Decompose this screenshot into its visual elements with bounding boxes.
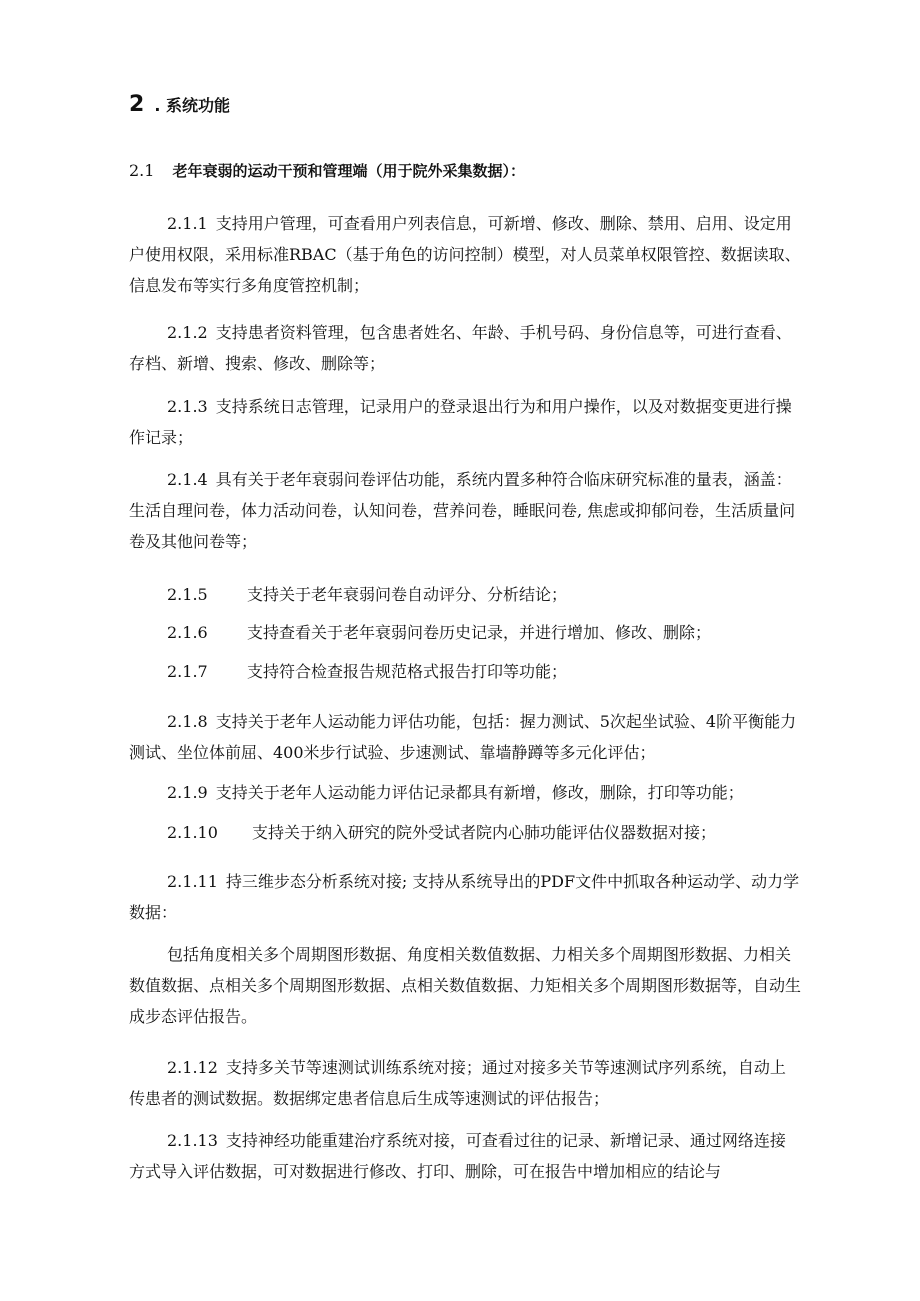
item-2-1-6: 2.1.6 支持查看关于老年衰弱问卷历史记录，并进行增加、修改、删除；	[167, 623, 712, 642]
section-heading	[129, 92, 230, 117]
item-2-1-11: 2.1.11 持三维步态分析系统对接; 支持从系统导出的PDF文件中抓取各种运动学、动力学数据：	[129, 872, 800, 922]
section-title: . 系统功能	[154, 96, 230, 115]
item-2-1-3: 2.1.3 支持系统日志管理，记录用户的登录退出行为和用户操作，以及对数据变更进行操作记录；	[129, 397, 792, 447]
item-2-1-8: 2.1.8 支持关于老年人运动能力评估功能，包括：握力测试、5次起坐试验、4阶平衡能力测试、坐位体前屈、400米步行试验、步速测试、靠墙静蹲等多元化评估；	[129, 712, 797, 762]
item-2-1-11-detail: 包括角度相关多个周期图形数据、角度相关数值数据、力相关多个周期图形数据、力相关数值数据、点相关多个周期图形数据、点相关数值数据、力矩相关多个周期图形数据等，自动生成步态评估报告。	[129, 945, 802, 1026]
item-2-1-7: 2.1.7 支持符合检查报告规范格式报告打印等功能；	[167, 662, 568, 681]
item-2-1-12: 2.1.12 支持多关节等速测试训练系统对接；通过对接多关节等速测试序列系统，自动上传患者的测试数据。数据绑定患者信息后生成等速测试的评估报告；	[129, 1058, 786, 1108]
item-2-1-5: 2.1.5 支持关于老年衰弱问卷自动评分、分析结论；	[167, 585, 568, 604]
section-number: 2	[129, 92, 145, 117]
item-2-1-2: 2.1.2 支持患者资料管理，包含患者姓名、年龄、手机号码、身份信息等，可进行查看、存档、新增、搜索、修改、删除等；	[129, 323, 792, 373]
item-2-1-4: 2.1.4 具有关于老年衰弱问卷评估功能，系统内置多种符合临床研究标准的量表，涵盖：生活自理问卷，体力活动问卷，认知问卷，营养问卷，睡眠问卷, 焦虑或抑郁问卷，生活质量问卷及其他问卷等；	[129, 470, 796, 551]
item-2-1-13: 2.1.13 支持神经功能重建治疗系统对接，可查看过往的记录、新增记录、通过网络连接方式导入评估数据，可对数据进行修改、打印、删除，可在报告中增加相应的结论与	[129, 1131, 786, 1181]
item-2-1-9: 2.1.9 支持关于老年人运动能力评估记录都具有新增，修改，删除，打印等功能；	[167, 783, 744, 802]
subsection-number: 2.1	[129, 161, 155, 180]
subsection-title: 老年衰弱的运动干预和管理端（用于院外采集数据）：	[172, 162, 525, 180]
item-2-1-1: 2.1.1 支持用户管理，可查看用户列表信息，可新增、修改、删除、禁用、启用、设定用户使用权限，采用标准RBAC（基于角色的访问控制）模型，对人员菜单权限管控、数据读取、信息发布等实行多角度管控机制；	[129, 214, 801, 295]
subsection-heading	[129, 160, 525, 181]
item-2-1-10: 2.1.10 支持关于纳入研究的院外受试者院内心肺功能评估仪器数据对接；	[167, 823, 717, 842]
